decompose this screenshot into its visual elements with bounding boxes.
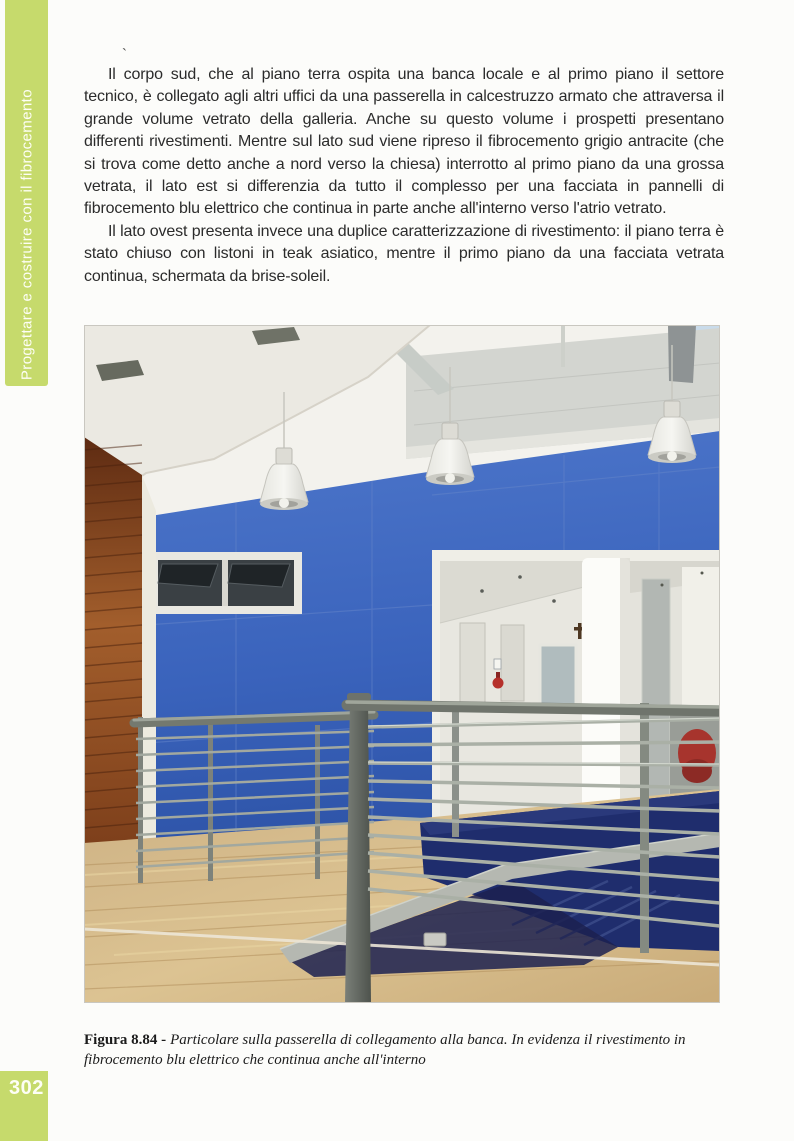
- body-text: [84, 64, 724, 288]
- body-paragraph-2: Il lato ovest presenta invece una duplice caratterizzazione di rivestimento: il piano terra è stato chiuso con listoni in teak asiatico, mentre il primo piano da una facciata vetrata continua, schermata da brise-soleil.: [84, 222, 724, 285]
- corner-trim: [142, 475, 156, 849]
- extinguisher-sign: [494, 659, 501, 669]
- teak-slat-wall: [84, 437, 142, 855]
- corridor-door: [460, 623, 485, 703]
- figure-caption: [84, 1031, 726, 1070]
- chapter-tab-label: Progettare e costruire con il fibrocemento: [18, 88, 35, 380]
- floor-box: [424, 933, 446, 946]
- fire-extinguisher: [493, 678, 504, 689]
- figure-photo: [84, 325, 720, 1003]
- body-paragraph-1: Il corpo sud, che al piano terra ospita una banca locale e al primo piano il settore tecnico, è collegato agli altri uffici da una passerella in calcestruzzo armato che attraversa il grande volume vetrato della galleria. Anche su questo volume i prospetti presentano differenti rivestimenti. Mentre sul lato sud viene ripreso il fibrocemento grigio antracite (che si trova come detto anche a nord verso la chiesa) interrotto al primo piano da una grossa vetrata, il lato est si differenzia da tutto il complesso per una facciata in pannelli di fibrocemento blu elettrico che continua in parte anche all'interno verso l'atrio vetrato.: [84, 66, 724, 218]
- chapter-tab: [5, 0, 48, 386]
- page-number-box: [0, 1071, 48, 1141]
- figure-photo-illustration: [84, 325, 720, 1003]
- stray-mark: `: [122, 46, 127, 63]
- corridor-door: [501, 625, 524, 701]
- figure-caption-label: Figura 8.84 -: [84, 1032, 167, 1048]
- figure-caption-text: Particolare sulla passerella di collegamento alla banca. In evidenza il rivestimento in fibrocemento blu elettrico che continua anche all'interno: [84, 1032, 686, 1068]
- glazed-panel: [540, 645, 576, 707]
- page-number: 302: [9, 1077, 44, 1099]
- clerestory-window: [150, 552, 302, 614]
